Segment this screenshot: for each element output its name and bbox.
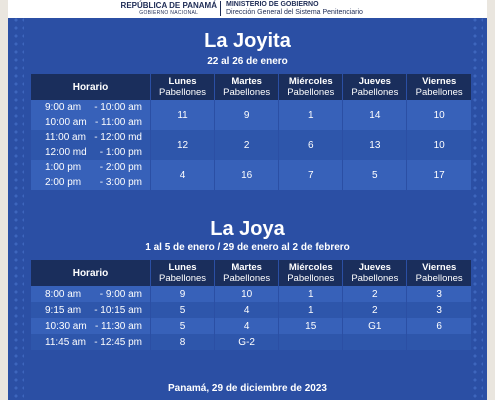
republic-name: REPÚBLICA DE PANAMÁ bbox=[120, 1, 217, 10]
ministry-logo-text bbox=[226, 1, 363, 17]
day-label: Jueves bbox=[358, 262, 391, 273]
right-margin bbox=[487, 0, 495, 400]
time-end: - 12:45 pm bbox=[94, 336, 142, 348]
day-label: Martes bbox=[231, 262, 262, 273]
time-end: - 3:00 pm bbox=[99, 177, 142, 188]
time-start: 9:15 am bbox=[45, 304, 82, 316]
cell-viernes: 10 bbox=[407, 100, 471, 130]
day-label: Miércoles bbox=[288, 76, 333, 87]
time-cell bbox=[31, 318, 151, 334]
table-row bbox=[31, 334, 472, 350]
cell-jueves: 5 bbox=[343, 160, 407, 190]
col-horario: Horario bbox=[31, 74, 151, 100]
section1-dates: 22 al 26 de enero bbox=[207, 56, 288, 67]
ministry-department: Dirección General del Sistema Penitenciario bbox=[226, 9, 363, 16]
cell-viernes: 3 bbox=[407, 302, 471, 318]
time-start: 2:00 pm bbox=[45, 177, 82, 188]
section1-table bbox=[30, 74, 471, 190]
cell-miercoles: 6 bbox=[279, 130, 343, 160]
cell-viernes: 6 bbox=[407, 318, 471, 334]
cell-lunes: 5 bbox=[151, 302, 215, 318]
section1-title: La Joyita bbox=[204, 30, 291, 52]
time-cell bbox=[31, 334, 151, 350]
sub-label: Pabellones bbox=[287, 87, 335, 98]
time-end: - 2:00 pm bbox=[99, 162, 142, 173]
cell-jueves: 13 bbox=[343, 130, 407, 160]
col-martes bbox=[215, 74, 279, 100]
republic-logo-text bbox=[121, 1, 217, 16]
cell-viernes: 3 bbox=[407, 286, 471, 302]
time-start: 10:30 am bbox=[45, 320, 87, 332]
col-lunes bbox=[151, 74, 215, 100]
cell-jueves: G1 bbox=[343, 318, 407, 334]
col-horario: Horario bbox=[31, 260, 151, 286]
cell-miercoles: 1 bbox=[279, 302, 343, 318]
cell-lunes: 12 bbox=[151, 130, 215, 160]
time-cell bbox=[31, 100, 151, 130]
day-label: Miércoles bbox=[288, 262, 333, 273]
ministry-name: MINISTERIO DE GOBIERNO bbox=[226, 1, 319, 8]
left-margin bbox=[0, 0, 8, 400]
col-viernes bbox=[407, 260, 471, 286]
sub-label: Pabellones bbox=[159, 87, 207, 98]
table-row bbox=[31, 318, 472, 334]
sub-label: Pabellones bbox=[223, 87, 271, 98]
time-start: 10:00 am bbox=[45, 117, 87, 128]
day-label: Lunes bbox=[168, 76, 197, 87]
sub-label: Pabellones bbox=[351, 87, 399, 98]
time-cell bbox=[31, 286, 151, 302]
day-label: Viernes bbox=[422, 262, 457, 273]
sub-label: Pabellones bbox=[415, 273, 463, 284]
col-miercoles bbox=[279, 260, 343, 286]
time-end: - 10:15 am bbox=[94, 304, 142, 316]
cell-martes: 10 bbox=[215, 286, 279, 302]
time-start: 11:45 am bbox=[45, 336, 86, 348]
sub-label: Pabellones bbox=[415, 87, 463, 98]
time-cell bbox=[31, 160, 151, 190]
col-lunes bbox=[151, 260, 215, 286]
cell-jueves: 2 bbox=[343, 302, 407, 318]
cell-lunes: 11 bbox=[151, 100, 215, 130]
cell-miercoles: 7 bbox=[279, 160, 343, 190]
cell-martes: 16 bbox=[215, 160, 279, 190]
cell-viernes: 17 bbox=[407, 160, 471, 190]
cell-lunes: 4 bbox=[151, 160, 215, 190]
time-end: - 1:00 pm bbox=[99, 147, 142, 158]
cell-miercoles: 15 bbox=[279, 318, 343, 334]
day-label: Viernes bbox=[422, 76, 457, 87]
time-start: 11:00 am bbox=[45, 132, 86, 143]
cell-lunes: 8 bbox=[151, 334, 215, 350]
cell-martes: 2 bbox=[215, 130, 279, 160]
sub-label: Pabellones bbox=[159, 273, 207, 284]
cell-jueves: 2 bbox=[343, 286, 407, 302]
schedule-panel bbox=[8, 0, 487, 400]
cell-lunes: 5 bbox=[151, 318, 215, 334]
cell-martes: 4 bbox=[215, 302, 279, 318]
government-header bbox=[8, 0, 487, 18]
table-header-row bbox=[31, 260, 472, 286]
cell-jueves: 14 bbox=[343, 100, 407, 130]
table-row bbox=[31, 286, 472, 302]
time-start: 1:00 pm bbox=[45, 162, 82, 173]
cell-martes: G-2 bbox=[215, 334, 279, 350]
header-divider bbox=[220, 1, 221, 16]
time-start: 8:00 am bbox=[45, 288, 82, 300]
cell-miercoles: 1 bbox=[279, 286, 343, 302]
cell-miercoles bbox=[279, 334, 343, 350]
time-end: - 11:30 am bbox=[94, 320, 142, 332]
table-row bbox=[31, 302, 472, 318]
cell-miercoles: 1 bbox=[279, 100, 343, 130]
time-end: - 9:00 am bbox=[99, 288, 142, 300]
col-jueves bbox=[343, 74, 407, 100]
time-cell bbox=[31, 130, 151, 160]
time-end: - 10:00 am bbox=[94, 102, 142, 113]
cell-viernes bbox=[407, 334, 471, 350]
cell-viernes: 10 bbox=[407, 130, 471, 160]
table-header-row bbox=[31, 74, 472, 100]
sub-label: Pabellones bbox=[351, 273, 399, 284]
sub-label: Pabellones bbox=[223, 273, 271, 284]
col-miercoles bbox=[279, 74, 343, 100]
section2-title: La Joya bbox=[210, 218, 285, 240]
government-label: GOBIERNO NACIONAL bbox=[139, 10, 199, 16]
footer-date: Panamá, 29 de diciembre de 2023 bbox=[168, 383, 327, 394]
col-martes bbox=[215, 260, 279, 286]
day-label: Lunes bbox=[168, 262, 197, 273]
time-start: 12:00 md bbox=[45, 147, 87, 158]
time-cell bbox=[31, 302, 151, 318]
time-end: - 11:00 am bbox=[94, 117, 142, 128]
col-viernes bbox=[407, 74, 471, 100]
table-row bbox=[31, 160, 472, 190]
sub-label: Pabellones bbox=[287, 273, 335, 284]
time-start: 9:00 am bbox=[45, 102, 82, 113]
time-end: - 12:00 md bbox=[94, 132, 142, 143]
cell-jueves bbox=[343, 334, 407, 350]
cell-lunes: 9 bbox=[151, 286, 215, 302]
col-jueves bbox=[343, 260, 407, 286]
section2-table bbox=[30, 260, 471, 350]
day-label: Jueves bbox=[358, 76, 391, 87]
cell-martes: 4 bbox=[215, 318, 279, 334]
section2-dates: 1 al 5 de enero / 29 de enero al 2 de febrero bbox=[145, 242, 350, 253]
cell-martes: 9 bbox=[215, 100, 279, 130]
table-row bbox=[31, 130, 472, 160]
table-row bbox=[31, 100, 472, 130]
day-label: Martes bbox=[231, 76, 262, 87]
